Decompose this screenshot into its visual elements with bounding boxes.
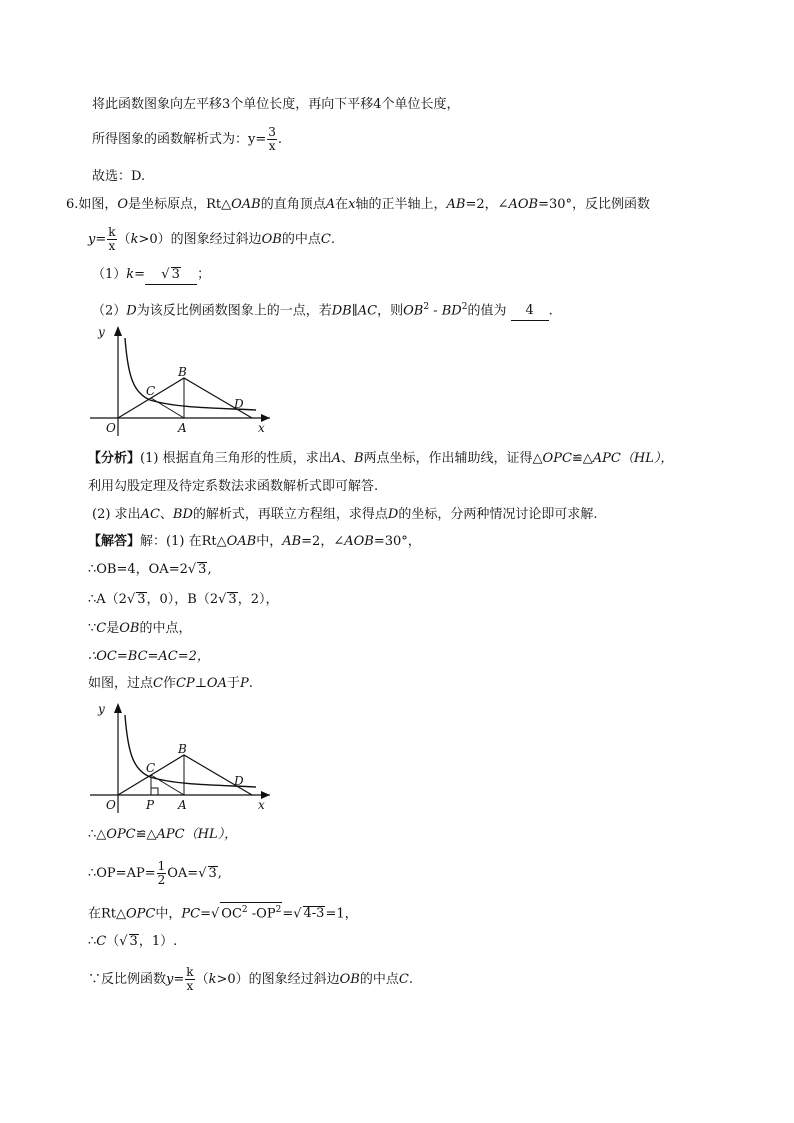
solution-line-4: ∵C是OB的中点， (88, 621, 192, 636)
label-y: y (98, 325, 105, 339)
label-A: A (178, 798, 187, 812)
label-C: C (146, 384, 156, 398)
triangle-OBD (118, 755, 252, 795)
triangle-OBD (118, 378, 252, 418)
fraction: $\frac{3}{x}$ (268, 125, 276, 153)
q6-line-1: 6.如图，O是坐标原点，Rt△OAB的直角顶点A在x轴的正半轴上，AB=2，∠AOB=30°，反比例函数 (66, 197, 651, 212)
q6-line-2: y= $\frac{k}{x}$ （k>0）的图象经过斜边OB的中点C. (88, 225, 335, 253)
prev-line-1: 将此函数图象向左平移3个单位长度，再向下平移4个单位长度， (92, 97, 460, 112)
label-B: B (178, 365, 187, 379)
fraction: $\frac{1}{2}$ (157, 859, 166, 887)
solution-line-5: ∴OC=BC=AC=2， (88, 649, 210, 664)
solution-line-1: 【解答】解：(1) 在Rt△OAB中，AB=2，∠AOB=30°， (88, 534, 421, 549)
segment-CA (151, 775, 184, 795)
label-P: P (146, 798, 155, 812)
solution-line-11: ∵反比例函数y= $\frac{k}{x}$ （k>0）的图象经过斜边OB的中点C. (88, 965, 413, 993)
right-angle-mark (151, 788, 158, 795)
label-B: B (178, 742, 187, 756)
label-x: x (258, 798, 265, 812)
solution-line-3: ∴A（2√ 3，0），B（2√ 3，2）， (88, 592, 279, 607)
segment-CA (151, 398, 184, 418)
label-A: A (178, 421, 187, 435)
q6-part-2: （2）D为该反比例函数图象上的一点，若DB∥AC，则$OB^2 - BD^2$的值为 4 . (92, 298, 553, 321)
figure-2 (86, 695, 276, 817)
q6-part-1: （1）k= √ 3 ； (92, 266, 210, 285)
label-x: x (258, 421, 265, 435)
solution-line-2: ∴OB=4，OA=2√ 3, (88, 562, 212, 577)
solution-line-8: ∴OP=AP= $\frac{1}{2}$ OA=√ 3, (88, 859, 222, 887)
analysis-line-3: (2) 求出AC、BD的解析式，再联立方程组，求得点D的坐标，分两种情况讨论即可求解. (92, 507, 598, 522)
analysis-line-2: 利用勾股定理及待定系数法求函数解析式即可解答. (88, 479, 379, 494)
label-D: D (234, 397, 244, 411)
label-y: y (98, 702, 105, 716)
solution-line-10: ∴C（√ 3，1）. (88, 934, 178, 949)
prev-line-2: 所得图象的函数解析式为：y= $\frac{3}{x}$ . (92, 125, 283, 153)
solution-line-7: ∴△OPC≌△APC（HL）， (88, 827, 238, 842)
fraction: $\frac{k}{x}$ (186, 965, 194, 993)
y-axis-arrow (114, 703, 122, 713)
solution-line-6: 如图，过点C作CP⊥OA于P. (88, 676, 253, 691)
prev-answer: 故选：D. (92, 169, 146, 184)
figure-1 (86, 318, 276, 440)
label-O: O (106, 798, 116, 812)
answer-blank-2: 4 (511, 302, 549, 321)
answer-blank-1: √ 3 (145, 266, 197, 285)
analysis-line-1: 【分析】(1) 根据直角三角形的性质，求出A、B两点坐标，作出辅助线，证得△OPC≌△APC（HL）， (88, 451, 674, 466)
y-axis-arrow (114, 326, 122, 336)
label-D: D (234, 774, 244, 788)
label-O: O (106, 421, 116, 435)
fraction: $\frac{k}{x}$ (108, 225, 116, 253)
solution-line-9: 在Rt△OPC中，PC=√ $OC^2$ $-OP^2=√$ 4-3=1， (88, 902, 358, 923)
label-C: C (146, 761, 156, 775)
